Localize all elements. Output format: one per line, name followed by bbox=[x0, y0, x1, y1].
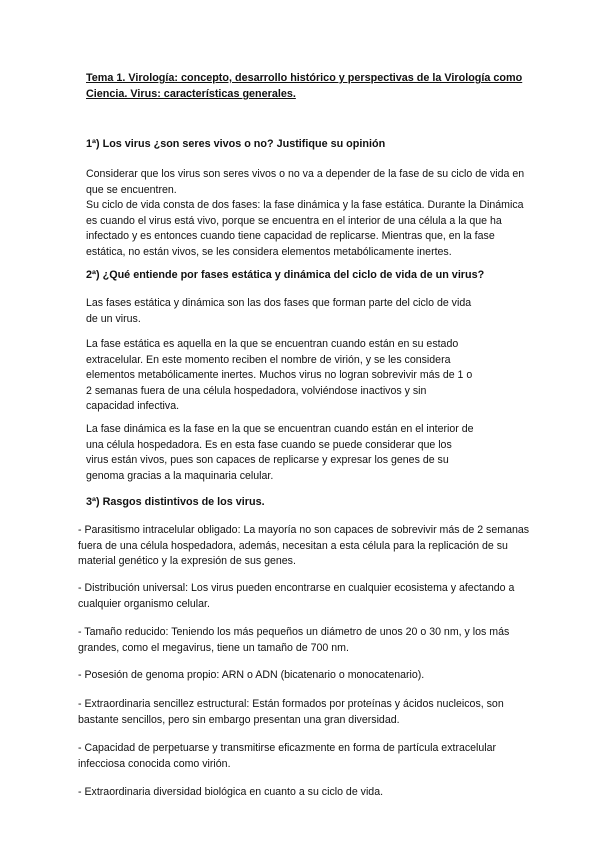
question-2-paragraph-2: La fase estática es aquella en la que se encuentran cuando están en su estado extracelular. En este momento reciben el nombre de virión, y se les considera elementos metabólicamente inertes. Muchos virus no logran sobrevivir más de 1 o 2 semanas fuera de una célula hospedadora, volviéndose inactivos y sin capacidad infectiva. bbox=[86, 338, 473, 412]
question-2-paragraph-3: La fase dinámica es la fase en la que se encuentran cuando están en el interior de una célula hospedadora. Es en esta fase cuando se puede considerar que los virus están vivos, pues son capaces de replicarse y expresar los genes de su genoma gracias a la maquinaria celular. bbox=[86, 423, 474, 482]
trait-item-2: - Distribución universal: Los virus pueden encontrarse en cualquier ecosistema y afectando a cualquier organismo celular. bbox=[78, 582, 515, 610]
question-1-heading: 1ª) Los virus ¿son seres vivos o no? Justifique su opinión bbox=[86, 138, 386, 150]
document-title: Tema 1. Virología: concepto, desarrollo histórico y perspectivas de la Virología como Ciencia. Virus: características generales. bbox=[86, 72, 523, 100]
question-2-heading: 2ª) ¿Qué entiende por fases estática y dinámica del ciclo de vida de un virus? bbox=[86, 269, 485, 281]
trait-item-5: - Extraordinaria sencillez estructural: Están formados por proteínas y ácidos nucleicos, son bastante sencillos, pero sin embargo presentan una gran diversidad. bbox=[78, 698, 504, 726]
question-3-heading: 3ª) Rasgos distintivos de los virus. bbox=[86, 496, 265, 508]
trait-item-6: - Capacidad de perpetuarse y transmitirse eficazmente en forma de partícula extracelular infecciosa conocida como virión. bbox=[78, 742, 497, 770]
question-1-paragraph-1: Considerar que los virus son seres vivos o no va a depender de la fase de su ciclo de vida en que se encuentren. bbox=[86, 168, 525, 196]
question-1-paragraph-2: Su ciclo de vida consta de dos fases: la fase dinámica y la fase estática. Durante la Dinámica es cuando el virus está vivo, porque se encuentra en el interior de una célula a la que ha infectado y es entonces cuando tiene capacidad de replicarse. Mientras que, en la fase estática, no están vivos, se les considera elementos metabólicamente inertes. bbox=[86, 199, 524, 258]
trait-item-4: - Posesión de genoma propio: ARN o ADN (bicatenario o monocatenario). bbox=[78, 669, 425, 681]
trait-item-7: - Extraordinaria diversidad biológica en cuanto a su ciclo de vida. bbox=[78, 786, 384, 798]
question-2-paragraph-1: Las fases estática y dinámica son las dos fases que forman parte del ciclo de vida de un virus. bbox=[86, 297, 472, 325]
trait-item-1: - Parasitismo intracelular obligado: La mayoría no son capaces de sobrevivir más de 2 semanas fuera de una célula hospedadora, además, necesitan a esta célula para la replicación de su material genético y la expresión de sus genes. bbox=[78, 524, 530, 567]
trait-item-3: - Tamaño reducido: Teniendo los más pequeños un diámetro de unos 20 o 30 nm, y los más grandes, como el megavirus, tiene un tamaño de 700 nm. bbox=[78, 626, 510, 654]
